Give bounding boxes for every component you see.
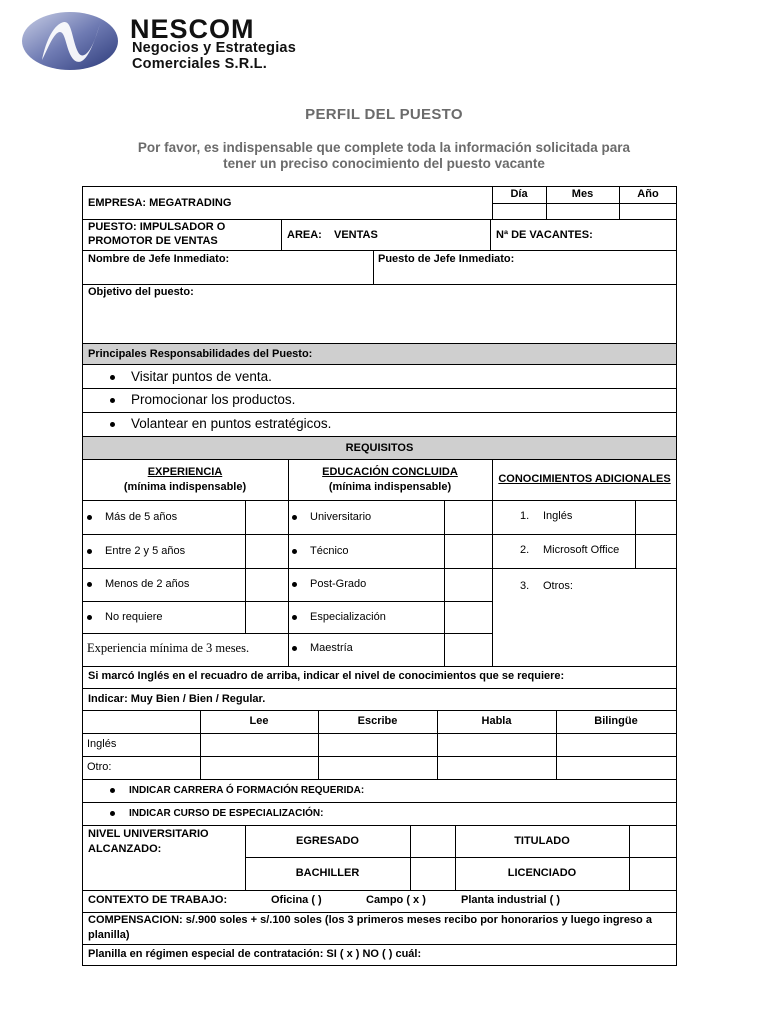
educacion-check-box[interactable] — [445, 569, 492, 601]
row-otro: Otro: — [87, 761, 112, 773]
educacion-option: Universitario — [292, 511, 371, 524]
responsibility-item: Visitar puntos de venta. — [110, 370, 272, 383]
brand-name: NESCOM — [130, 14, 255, 44]
experiencia-check-box[interactable] — [246, 535, 288, 568]
conocimientos-title: CONOCIMIENTOS ADICIONALES — [498, 473, 671, 485]
experiencia-option: Menos de 2 años — [87, 578, 189, 591]
educacion-option: Especialización — [292, 611, 386, 624]
conocimiento-num: 2. — [520, 544, 530, 556]
titulado-label: TITULADO — [514, 835, 570, 847]
objetivo-input[interactable] — [83, 301, 676, 343]
contexto-planta[interactable]: Planta industrial ( ) — [461, 894, 561, 906]
responsibilities-title: Principales Responsabilidades del Puesto: — [88, 348, 313, 360]
col-habla: Habla — [481, 715, 512, 727]
conocimiento-label: Otros: — [543, 580, 573, 592]
idioma-pregunta: Si marcó Inglés en el recuadro de arriba, indicar el nivel de conocimientos que se requiere: — [88, 670, 565, 682]
puesto-label-2: PROMOTOR DE VENTAS — [88, 235, 218, 247]
compensacion-line-1: COMPENSACION: s/.900 soles + s/.100 soles (los 3 primeros meses recibo por honorarios y luego ingreso a — [88, 914, 652, 926]
conocimiento-label: Inglés — [543, 510, 573, 522]
jefe-label: Nombre de Jefe Inmediato: — [88, 253, 230, 265]
col-escribe: Escribe — [357, 715, 398, 727]
vacantes-label: Nª DE VACANTES: — [496, 229, 593, 241]
experiencia-check-box[interactable] — [246, 569, 288, 601]
puesto-label-1: PUESTO: IMPULSADOR O — [88, 221, 226, 233]
experiencia-nota: Experiencia mínima de 3 meses. — [87, 641, 250, 655]
area-value: VENTAS — [334, 229, 378, 241]
brand-subtitle-1: Negocios y Estrategias — [132, 40, 296, 56]
responsibility-item: Volantear en puntos estratégicos. — [110, 417, 331, 430]
educacion-check-box[interactable] — [445, 501, 492, 534]
conocimiento-check-box[interactable] — [636, 501, 676, 534]
responsibility-item: Promocionar los productos. — [110, 393, 295, 406]
contexto-campo[interactable]: Campo ( x ) — [366, 894, 426, 906]
experiencia-check-box[interactable] — [246, 602, 288, 633]
experiencia-option: Entre 2 y 5 años — [87, 545, 185, 558]
educacion-check-box[interactable] — [445, 634, 492, 666]
conocimiento-check-box[interactable] — [636, 535, 676, 568]
bachiller-check-box[interactable] — [411, 858, 455, 890]
col-bilingue: Bilingüe — [594, 715, 638, 727]
educacion-subtitle: (mínima indispensable) — [328, 481, 452, 493]
area-label: AREA: — [287, 229, 322, 241]
educacion-option: Técnico — [292, 545, 349, 558]
objetivo-label: Objetivo del puesto: — [88, 286, 194, 298]
brand-subtitle-2: Comerciales S.R.L. — [132, 56, 267, 72]
conocimiento-num: 1. — [520, 510, 530, 522]
instruction-line-2: tener un preciso conocimiento del puesto vacante — [223, 156, 545, 171]
ano-label: Año — [637, 188, 659, 200]
egresado-label: EGRESADO — [296, 835, 359, 847]
egresado-check-box[interactable] — [411, 826, 455, 857]
educacion-option: Post-Grado — [292, 578, 366, 591]
col-lee: Lee — [249, 715, 269, 727]
dia-label: Día — [510, 188, 528, 200]
dia-input[interactable] — [493, 204, 546, 219]
row-ingles: Inglés — [87, 738, 117, 750]
experiencia-option: No requiere — [87, 611, 162, 624]
experiencia-option: Más de 5 años — [87, 511, 177, 524]
mes-input[interactable] — [547, 204, 619, 219]
experiencia-title: EXPERIENCIA — [147, 466, 223, 478]
instruction-line-1: Por favor, es indispensable que complete toda la información solicitada para — [137, 140, 631, 155]
empresa-label: EMPRESA: MEGATRADING — [88, 197, 232, 209]
idioma-indicar: Indicar: Muy Bien / Bien / Regular. — [88, 693, 266, 705]
titulado-check-box[interactable] — [630, 826, 676, 857]
educacion-title: EDUCACIÓN CONCLUIDA — [322, 466, 458, 478]
puesto-jefe-label: Puesto de Jefe Inmediato: — [378, 253, 515, 265]
nivel-label-2: ALCANZADO: — [88, 843, 162, 855]
licenciado-check-box[interactable] — [630, 858, 676, 890]
planilla-label: Planilla en régimen especial de contratación: SI ( x ) NO ( ) cuál: — [88, 948, 422, 960]
ano-input[interactable] — [620, 204, 676, 219]
page-title: PERFIL DEL PUESTO — [305, 106, 463, 123]
educacion-option: Maestría — [292, 642, 353, 655]
conocimiento-num: 3. — [520, 580, 530, 592]
bachiller-label: BACHILLER — [295, 867, 360, 879]
mes-label: Mes — [571, 188, 594, 200]
conocimiento-label: Microsoft Office — [543, 544, 620, 556]
nescom-logo-icon — [20, 10, 120, 72]
experiencia-subtitle: (mínima indispensable) — [123, 481, 247, 493]
educacion-check-box[interactable] — [445, 535, 492, 568]
carrera-label: INDICAR CARRERA Ó FORMACIÓN REQUERIDA: — [110, 784, 364, 797]
contexto-oficina[interactable]: Oficina ( ) — [271, 894, 322, 906]
curso-label: INDICAR CURSO DE ESPECIALIZACIÓN: — [110, 807, 323, 820]
nivel-label-1: NIVEL UNIVERSITARIO — [88, 828, 209, 840]
requirements-title: REQUISITOS — [345, 442, 414, 454]
experiencia-check-box[interactable] — [246, 501, 288, 534]
profile-form — [82, 186, 677, 966]
licenciado-label: LICENCIADO — [507, 867, 577, 879]
educacion-check-box[interactable] — [445, 602, 492, 633]
compensacion-line-2: planilla) — [88, 929, 130, 941]
contexto-label: CONTEXTO DE TRABAJO: — [88, 894, 228, 906]
